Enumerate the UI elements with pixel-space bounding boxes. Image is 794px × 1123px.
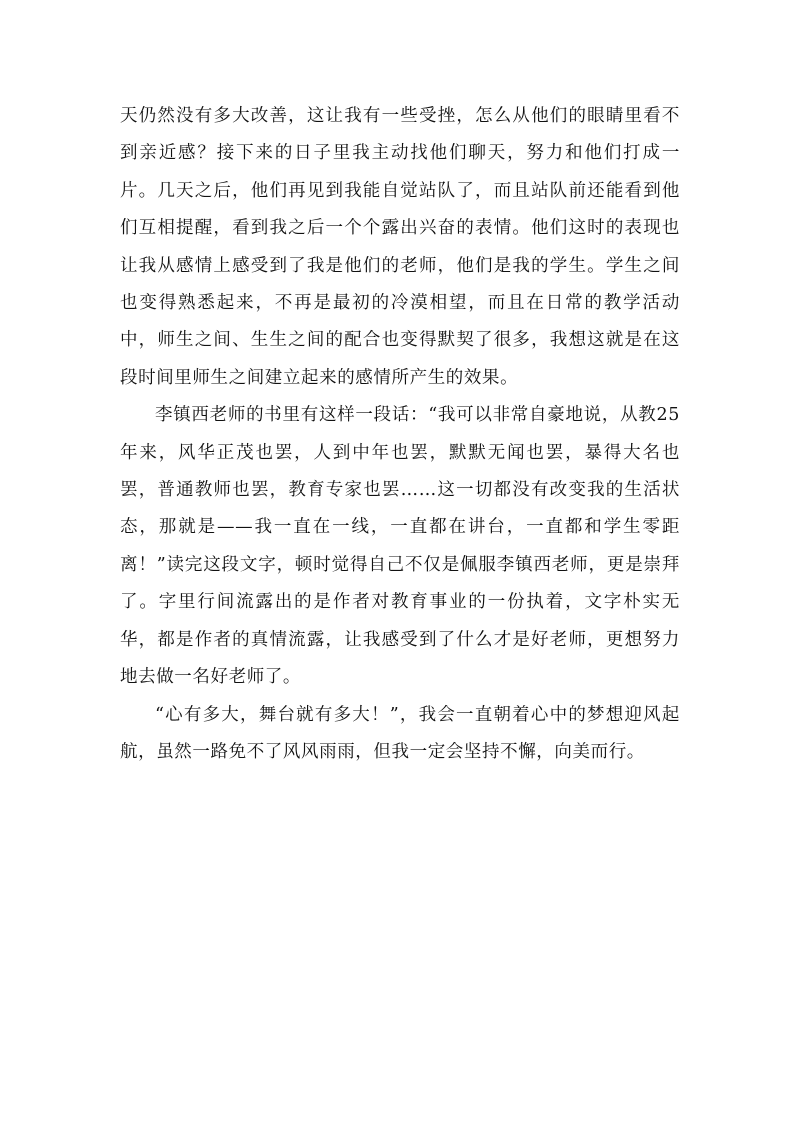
document-body: [120, 98, 680, 771]
paragraph-conclusion: “心有多大，舞台就有多大！”，我会一直朝着心中的梦想迎风起航，虽然一路免不了风风雨雨，但我一定会坚持不懈，向美而行。: [120, 704, 680, 762]
paragraph-continuation: 天仍然没有多大改善，这让我有一些受挫，怎么从他们的眼睛里看不到亲近感？接下来的日子里我主动找他们聊天，努力和他们打成一片。几天之后，他们再见到我能自觉站队了，而且站队前还能看到他们互相提醒，看到我之后一个个露出兴奋的表情。他们这时的表现也让我从感情上感受到了我是他们的老师，他们是我的学生。学生之间也变得熟悉起来，不再是最初的冷漠相望，而且在日常的教学活动中，师生之间、生生之间的配合也变得默契了很多，我想这就是在这段时间里师生之间建立起来的感情所产生的效果。: [120, 106, 680, 388]
paragraph-li-zhenxi-quote: 李镇西老师的书里有这样一段话：“我可以非常自豪地说，从教25年来，风华正茂也罢，人到中年也罢，默默无闻也罢，暴得大名也罢，普通教师也罢，教育专家也罢……这一切都没有改变我的生活状态，那就是——我一直在一线，一直都在讲台，一直都和学生零距离！”读完这段文字，顿时觉得自己不仅是佩服李镇西老师，更是崇拜了。字里行间流露出的是作者对教育事业的一份执着，文字朴实无华，都是作者的真情流露，让我感受到了什么才是好老师，更想努力地去做一名好老师了。: [120, 405, 680, 688]
